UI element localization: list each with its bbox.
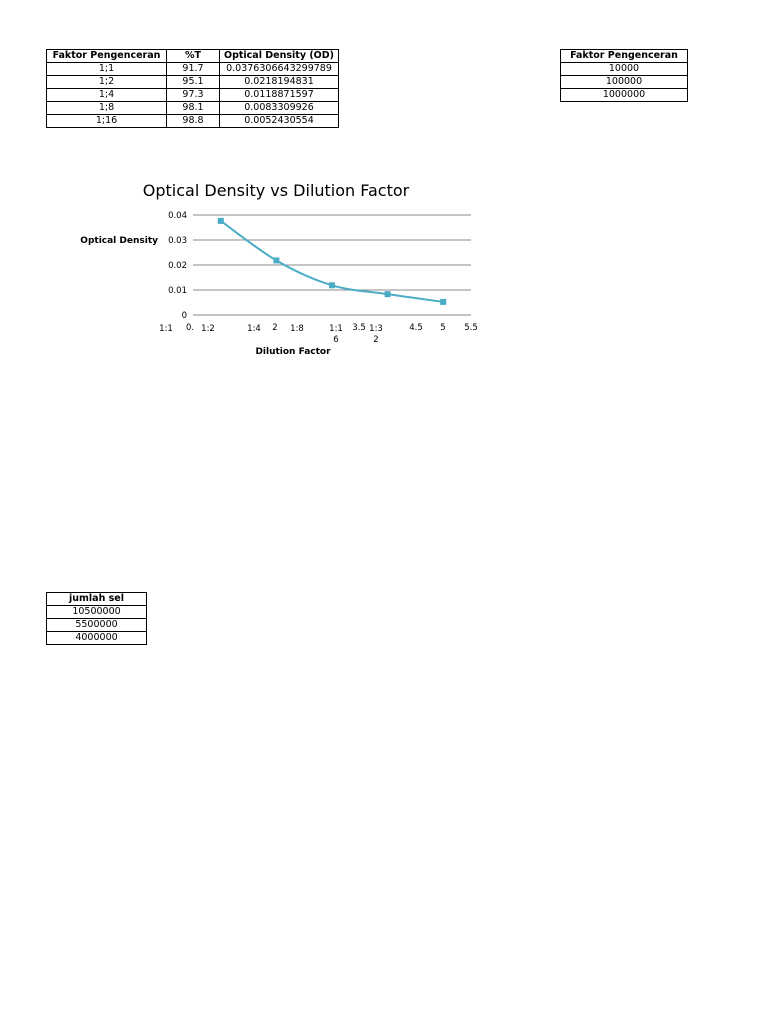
od-line-chart <box>0 0 768 400</box>
data-point-marker <box>385 291 391 297</box>
y-axis-ticks <box>168 211 187 321</box>
y-axis-title: Optical Density <box>80 236 158 246</box>
col-header-dilution: Faktor Pengenceran <box>47 50 167 63</box>
cell-dilution: 1;2 <box>47 76 167 89</box>
table-row <box>47 606 147 619</box>
cell-dilution-factor: 1000000 <box>561 89 688 102</box>
y-tick-label: 0.04 <box>168 211 187 221</box>
col-header-optical-density: Optical Density (OD) <box>220 50 339 63</box>
cell-optical-density: 0.0083309926 <box>220 102 339 115</box>
cell-cell-count: 5500000 <box>47 619 147 632</box>
x-tick-label: 0. <box>185 323 195 333</box>
cell-transmittance: 98.8 <box>167 115 220 128</box>
y-tick-label: 0.03 <box>168 236 187 246</box>
data-point-marker <box>273 257 279 263</box>
y-tick-label: 0.02 <box>168 261 187 271</box>
x-axis-title: Dilution Factor <box>255 347 331 357</box>
cell-transmittance: 97.3 <box>167 89 220 102</box>
x-category-label: 1:4 <box>247 324 261 334</box>
x-tick-label: 4.5 <box>409 323 423 333</box>
cell-optical-density: 0.0376306643299789 <box>220 63 339 76</box>
data-point-marker <box>218 218 224 224</box>
cell-optical-density: 0.0118871597 <box>220 89 339 102</box>
col-header-cell-count: jumlah sel <box>47 593 147 606</box>
data-point-marker <box>440 299 446 305</box>
cell-transmittance: 91.7 <box>167 63 220 76</box>
cell-dilution-factor: 10000 <box>561 63 688 76</box>
y-tick-label: 0.01 <box>168 286 187 296</box>
col-header-transmittance: %T <box>167 50 220 63</box>
cell-optical-density: 0.0218194831 <box>220 76 339 89</box>
cell-dilution: 1;1 <box>47 63 167 76</box>
cell-cell-count: 4000000 <box>47 632 147 645</box>
cell-dilution: 1;8 <box>47 102 167 115</box>
x-tick-label: 5.5 <box>464 323 478 333</box>
x-category-label: 1:8 <box>290 324 304 334</box>
cell-transmittance: 98.1 <box>167 102 220 115</box>
cell-optical-density: 0.0052430554 <box>220 115 339 128</box>
x-category-label: 1:1 <box>159 324 173 334</box>
cell-dilution: 1;4 <box>47 89 167 102</box>
col-header-dilution-factor: Faktor Pengenceran <box>561 50 688 63</box>
x-tick-label: 2 <box>272 323 278 333</box>
cell-cell-count: 10500000 <box>47 606 147 619</box>
table-row <box>47 619 147 632</box>
chart-title: Optical Density vs Dilution Factor <box>142 181 410 200</box>
cell-dilution-factor: 100000 <box>561 76 688 89</box>
x-axis-ticks <box>159 323 478 345</box>
series-layer <box>218 218 446 305</box>
cell-count-header-row <box>47 593 147 606</box>
x-tick-label: 5 <box>440 323 446 333</box>
data-point-marker <box>329 282 335 288</box>
table-row <box>47 632 147 645</box>
x-category-label: 1:1 6 <box>329 324 343 345</box>
x-category-label: 1:2 <box>201 324 215 334</box>
cell-transmittance: 95.1 <box>167 76 220 89</box>
cell-count-table <box>46 592 147 645</box>
y-tick-label: 0 <box>181 311 187 321</box>
x-tick-label: 3.5 <box>352 323 366 333</box>
cell-dilution: 1;16 <box>47 115 167 128</box>
x-category-label: 1:3 2 <box>369 324 383 345</box>
